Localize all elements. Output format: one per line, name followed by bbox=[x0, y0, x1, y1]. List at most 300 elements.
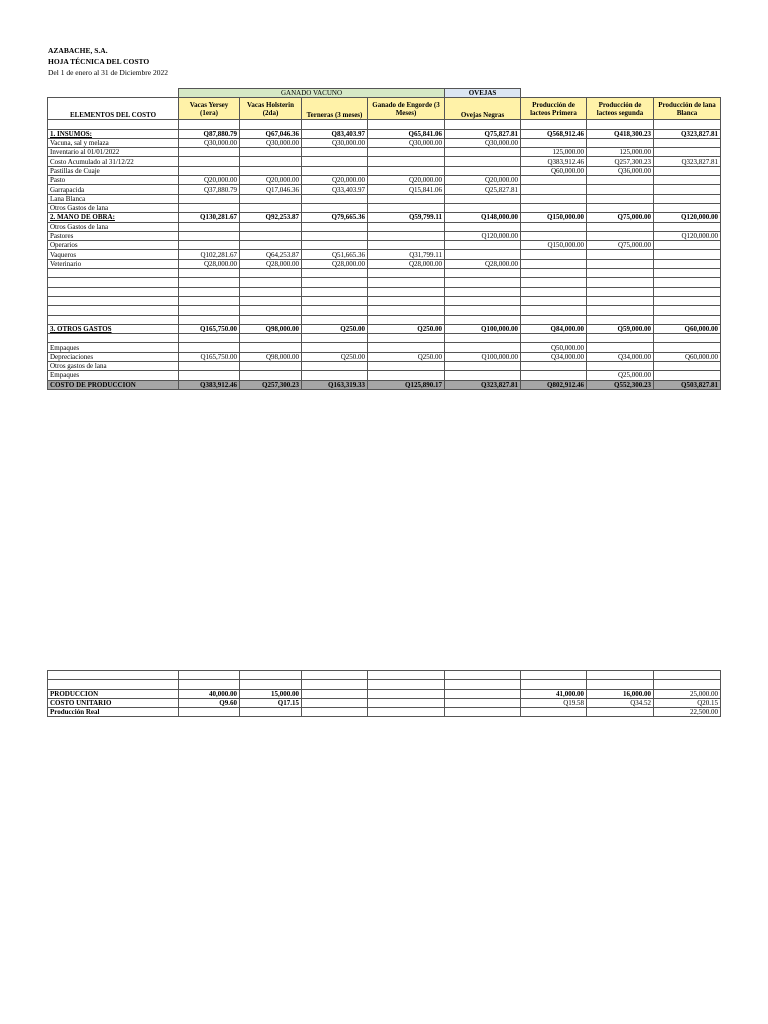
cell-value: Q120,000.00 bbox=[654, 231, 721, 240]
cell-value bbox=[179, 269, 240, 278]
cell-value bbox=[445, 315, 521, 324]
cell-value bbox=[587, 315, 654, 324]
cost-row bbox=[48, 287, 721, 296]
cell-value: Q28,000.00 bbox=[240, 259, 302, 268]
cell-value bbox=[445, 278, 521, 287]
cell-value bbox=[587, 334, 654, 343]
cell-value bbox=[368, 689, 445, 698]
cell-value: Q30,000.00 bbox=[179, 138, 240, 147]
cell-value: Q25,000.00 bbox=[587, 371, 654, 380]
cell-value bbox=[179, 157, 240, 166]
cell-value bbox=[587, 362, 654, 371]
cell-value bbox=[445, 203, 521, 212]
cost-row bbox=[48, 241, 721, 250]
cost-row bbox=[48, 194, 721, 203]
cell-value bbox=[445, 287, 521, 296]
cell-value bbox=[240, 334, 302, 343]
cell-value bbox=[240, 371, 302, 380]
cell-value bbox=[654, 287, 721, 296]
row-label: Pastillas de Cuaje bbox=[48, 166, 179, 175]
col-header-elements: ELEMENTOS DEL COSTO bbox=[48, 98, 179, 120]
cell-value bbox=[445, 241, 521, 250]
cell-value: Q87,880.79 bbox=[179, 129, 240, 138]
cell-value: Q30,000.00 bbox=[240, 138, 302, 147]
cell-value bbox=[179, 231, 240, 240]
cost-row bbox=[48, 138, 721, 147]
cell-value bbox=[587, 203, 654, 212]
cell-value bbox=[368, 708, 445, 717]
cell-value: Q148,000.00 bbox=[445, 213, 521, 222]
row-label: Inventario al 01/01/2022 bbox=[48, 148, 179, 157]
cell-value bbox=[179, 708, 240, 717]
cost-row bbox=[48, 250, 721, 259]
cell-value: Q130,281.67 bbox=[179, 213, 240, 222]
cell-value: Q250.00 bbox=[302, 352, 368, 361]
row-label: Otros Gastos de lana bbox=[48, 203, 179, 212]
cell-value bbox=[302, 698, 368, 707]
cell-value bbox=[302, 222, 368, 231]
row-label bbox=[48, 296, 179, 305]
row-label bbox=[48, 680, 179, 689]
cost-row bbox=[48, 157, 721, 166]
cell-value bbox=[179, 671, 240, 680]
group-ganado-vacuno: GANADO VACUNO bbox=[179, 89, 445, 98]
cell-value bbox=[302, 166, 368, 175]
cell-value bbox=[587, 278, 654, 287]
cell-value bbox=[368, 194, 445, 203]
cell-value bbox=[179, 148, 240, 157]
production-row bbox=[48, 671, 721, 680]
cell-value: Q250.00 bbox=[368, 352, 445, 361]
cell-value bbox=[368, 222, 445, 231]
cell-value bbox=[521, 203, 587, 212]
cell-value bbox=[445, 222, 521, 231]
row-label: Depreciaciones bbox=[48, 352, 179, 361]
cost-sheet-table bbox=[47, 88, 721, 390]
row-label: Garrapacida bbox=[48, 185, 179, 194]
cost-row bbox=[48, 259, 721, 268]
cost-row bbox=[48, 176, 721, 185]
row-label bbox=[48, 315, 179, 324]
cell-value bbox=[240, 157, 302, 166]
cell-value: Q257,300.23 bbox=[240, 380, 302, 389]
row-label: 1. INSUMOS: bbox=[48, 129, 179, 138]
cell-value bbox=[240, 120, 302, 129]
row-label: Operarios bbox=[48, 241, 179, 250]
cell-value: Q17,046.36 bbox=[240, 185, 302, 194]
cell-value: Q568,912.46 bbox=[521, 129, 587, 138]
cell-value bbox=[654, 315, 721, 324]
row-label bbox=[48, 269, 179, 278]
cost-row bbox=[48, 371, 721, 380]
row-label: Vacuna, sal y melaza bbox=[48, 138, 179, 147]
cell-value bbox=[654, 176, 721, 185]
cell-value bbox=[179, 222, 240, 231]
cell-value bbox=[368, 334, 445, 343]
cell-value bbox=[445, 689, 521, 698]
row-label: COSTO DE PRODUCCION bbox=[48, 380, 179, 389]
cell-value bbox=[587, 120, 654, 129]
cell-value bbox=[445, 120, 521, 129]
cell-value bbox=[368, 315, 445, 324]
row-label bbox=[48, 287, 179, 296]
cell-value bbox=[179, 362, 240, 371]
cell-value: Q552,300.23 bbox=[587, 380, 654, 389]
col-header-vacas-yersey: Vacas Yersey (1era) bbox=[179, 98, 240, 120]
cost-row bbox=[48, 148, 721, 157]
cell-value: Q60,000.00 bbox=[521, 166, 587, 175]
cell-value bbox=[587, 250, 654, 259]
row-label: Empaques bbox=[48, 343, 179, 352]
cost-row bbox=[48, 222, 721, 231]
cell-value: Q50,000.00 bbox=[521, 343, 587, 352]
cell-value: Q383,912.46 bbox=[179, 380, 240, 389]
cell-value: Q65,841.06 bbox=[368, 129, 445, 138]
cell-value bbox=[302, 671, 368, 680]
cell-value bbox=[521, 259, 587, 268]
cell-value: Q20,000.00 bbox=[302, 176, 368, 185]
col-header-vacas-holsterin: Vacas Holsterin (2da) bbox=[240, 98, 302, 120]
cost-row bbox=[48, 343, 721, 352]
cell-value: Q34,000.00 bbox=[521, 352, 587, 361]
cell-value bbox=[179, 334, 240, 343]
cell-value: Q75,000.00 bbox=[587, 241, 654, 250]
cell-value: Q100,000.00 bbox=[445, 324, 521, 333]
cell-value bbox=[521, 185, 587, 194]
row-label: Producción Real bbox=[48, 708, 179, 717]
cell-value bbox=[654, 166, 721, 175]
cell-value bbox=[302, 120, 368, 129]
cost-row bbox=[48, 334, 721, 343]
cell-value bbox=[521, 334, 587, 343]
cell-value bbox=[587, 138, 654, 147]
cell-value bbox=[521, 176, 587, 185]
cell-value: 125,000.00 bbox=[521, 148, 587, 157]
cell-value: 41,000.00 bbox=[521, 689, 587, 698]
cell-value bbox=[587, 287, 654, 296]
group-ovejas: OVEJAS bbox=[445, 89, 521, 98]
cell-value: Q92,253.87 bbox=[240, 213, 302, 222]
cost-row bbox=[48, 166, 721, 175]
cell-value bbox=[587, 306, 654, 315]
cell-value bbox=[179, 680, 240, 689]
cell-value bbox=[302, 362, 368, 371]
cell-value bbox=[240, 362, 302, 371]
cell-value bbox=[179, 296, 240, 305]
cell-value bbox=[587, 269, 654, 278]
col-header-lana-blanca: Producción de lana Blanca bbox=[654, 98, 721, 120]
cell-value bbox=[302, 315, 368, 324]
cell-value bbox=[302, 689, 368, 698]
row-label: Otros gastos de lana bbox=[48, 362, 179, 371]
cell-value bbox=[302, 306, 368, 315]
cell-value bbox=[368, 371, 445, 380]
row-label: Empaques bbox=[48, 371, 179, 380]
cell-value: Q120,000.00 bbox=[445, 231, 521, 240]
cell-value bbox=[240, 222, 302, 231]
cell-value bbox=[302, 278, 368, 287]
row-label: Costo Acumulado al 31/12/22 bbox=[48, 157, 179, 166]
cell-value bbox=[654, 269, 721, 278]
row-label: Lana Blanca bbox=[48, 194, 179, 203]
cell-value bbox=[302, 343, 368, 352]
cell-value: Q250.00 bbox=[368, 324, 445, 333]
cell-value bbox=[445, 698, 521, 707]
cell-value: Q19.58 bbox=[521, 698, 587, 707]
cell-value bbox=[654, 362, 721, 371]
cell-value: Q20.15 bbox=[654, 698, 721, 707]
cell-value: 15,000.00 bbox=[240, 689, 302, 698]
cell-value bbox=[368, 269, 445, 278]
group-header-row bbox=[48, 89, 721, 98]
cell-value bbox=[302, 194, 368, 203]
col-header-lacteos-segunda: Producción de lacteos segunda bbox=[587, 98, 654, 120]
cell-value bbox=[654, 194, 721, 203]
cell-value bbox=[521, 296, 587, 305]
cell-value: Q30,000.00 bbox=[368, 138, 445, 147]
cell-value bbox=[521, 680, 587, 689]
row-label: COSTO UNITARIO bbox=[48, 698, 179, 707]
cell-value bbox=[587, 231, 654, 240]
row-label bbox=[48, 120, 179, 129]
cell-value bbox=[587, 222, 654, 231]
cell-value bbox=[302, 203, 368, 212]
row-label: PRODUCCION bbox=[48, 689, 179, 698]
cell-value: 40,000.00 bbox=[179, 689, 240, 698]
cell-value: Q28,000.00 bbox=[302, 259, 368, 268]
cell-value bbox=[654, 138, 721, 147]
cell-value bbox=[521, 362, 587, 371]
cost-row bbox=[48, 324, 721, 333]
cell-value: Q150,000.00 bbox=[521, 213, 587, 222]
cell-value bbox=[368, 120, 445, 129]
cost-row bbox=[48, 306, 721, 315]
cell-value bbox=[654, 203, 721, 212]
cost-row bbox=[48, 269, 721, 278]
cell-value: Q163,319.33 bbox=[302, 380, 368, 389]
cell-value bbox=[654, 296, 721, 305]
row-label: Vaqueros bbox=[48, 250, 179, 259]
cell-value: Q34,000.00 bbox=[587, 352, 654, 361]
cell-value bbox=[240, 269, 302, 278]
cell-value: Q84,000.00 bbox=[521, 324, 587, 333]
cell-value bbox=[654, 148, 721, 157]
cell-value bbox=[302, 296, 368, 305]
cell-value bbox=[368, 306, 445, 315]
cell-value bbox=[302, 241, 368, 250]
cost-row bbox=[48, 362, 721, 371]
cell-value bbox=[445, 334, 521, 343]
cell-value bbox=[654, 343, 721, 352]
col-header-lacteos-primera: Producción de lacteos Primera bbox=[521, 98, 587, 120]
cell-value bbox=[587, 194, 654, 203]
cell-value bbox=[445, 671, 521, 680]
cell-value bbox=[654, 241, 721, 250]
cell-value bbox=[654, 680, 721, 689]
cell-value bbox=[368, 362, 445, 371]
cell-value bbox=[587, 708, 654, 717]
cell-value: Q36,000.00 bbox=[587, 166, 654, 175]
cell-value: Q20,000.00 bbox=[368, 176, 445, 185]
cell-value bbox=[368, 698, 445, 707]
col-header-ganado-engorde: Ganado de Engorde (3 Meses) bbox=[368, 98, 445, 120]
cell-value bbox=[654, 185, 721, 194]
cell-value bbox=[521, 315, 587, 324]
document-title: HOJA TÉCNICA DEL COSTO bbox=[48, 57, 150, 66]
cell-value bbox=[521, 708, 587, 717]
cell-value bbox=[240, 241, 302, 250]
cell-value: Q102,281.67 bbox=[179, 250, 240, 259]
cell-value bbox=[445, 148, 521, 157]
row-label: 2. MANO DE OBRA: bbox=[48, 213, 179, 222]
cost-row bbox=[48, 380, 721, 389]
cell-value bbox=[240, 708, 302, 717]
cell-value bbox=[179, 120, 240, 129]
cell-value bbox=[445, 371, 521, 380]
cell-value: Q257,300.23 bbox=[587, 157, 654, 166]
cell-value bbox=[179, 343, 240, 352]
cell-value: Q125,890.17 bbox=[368, 380, 445, 389]
cell-value: Q59,799.11 bbox=[368, 213, 445, 222]
column-header-row bbox=[48, 98, 721, 120]
cell-value bbox=[240, 278, 302, 287]
cell-value: Q323,827.81 bbox=[445, 380, 521, 389]
production-row bbox=[48, 708, 721, 717]
cell-value: Q59,000.00 bbox=[587, 324, 654, 333]
cell-value bbox=[654, 278, 721, 287]
cell-value bbox=[240, 148, 302, 157]
cell-value: Q418,300.23 bbox=[587, 129, 654, 138]
cell-value: Q34.52 bbox=[587, 698, 654, 707]
cell-value: Q30,000.00 bbox=[445, 138, 521, 147]
cell-value: Q31,799.11 bbox=[368, 250, 445, 259]
cell-value bbox=[521, 306, 587, 315]
cost-row bbox=[48, 213, 721, 222]
cell-value bbox=[368, 287, 445, 296]
cell-value bbox=[368, 166, 445, 175]
cell-value: Q17.15 bbox=[240, 698, 302, 707]
cell-value bbox=[368, 203, 445, 212]
row-label bbox=[48, 278, 179, 287]
cell-value: Q9.60 bbox=[179, 698, 240, 707]
cell-value bbox=[445, 306, 521, 315]
cell-value bbox=[368, 157, 445, 166]
cell-value bbox=[587, 176, 654, 185]
cell-value bbox=[302, 269, 368, 278]
cell-value: Q37,880.79 bbox=[179, 185, 240, 194]
cell-value bbox=[179, 371, 240, 380]
cell-value bbox=[302, 157, 368, 166]
cell-value bbox=[521, 231, 587, 240]
cell-value bbox=[240, 166, 302, 175]
cell-value: Q120,000.00 bbox=[654, 213, 721, 222]
cell-value bbox=[445, 708, 521, 717]
cell-value bbox=[302, 680, 368, 689]
cell-value bbox=[368, 148, 445, 157]
col-header-ovejas-negras: Ovejas Negras bbox=[445, 98, 521, 120]
cell-value bbox=[179, 166, 240, 175]
cell-value: Q75,827.81 bbox=[445, 129, 521, 138]
cell-value: Q100,000.00 bbox=[445, 352, 521, 361]
cell-value: 125,000.00 bbox=[587, 148, 654, 157]
cell-value bbox=[302, 287, 368, 296]
cell-value bbox=[587, 259, 654, 268]
cost-row bbox=[48, 185, 721, 194]
cell-value bbox=[521, 371, 587, 380]
cell-value: Q25,827.81 bbox=[445, 185, 521, 194]
row-label: Pasto bbox=[48, 176, 179, 185]
cell-value bbox=[368, 680, 445, 689]
cell-value: Q503,827.81 bbox=[654, 380, 721, 389]
cell-value: Q33,403.97 bbox=[302, 185, 368, 194]
cell-value bbox=[368, 278, 445, 287]
row-label bbox=[48, 671, 179, 680]
cell-value: Q20,000.00 bbox=[445, 176, 521, 185]
cell-value bbox=[240, 194, 302, 203]
row-label: Pastores bbox=[48, 231, 179, 240]
production-row bbox=[48, 698, 721, 707]
cell-value bbox=[179, 306, 240, 315]
cell-value bbox=[368, 231, 445, 240]
cell-value bbox=[521, 287, 587, 296]
cell-value bbox=[521, 278, 587, 287]
cell-value: Q28,000.00 bbox=[445, 259, 521, 268]
cell-value bbox=[521, 222, 587, 231]
cell-value bbox=[445, 343, 521, 352]
cell-value bbox=[654, 120, 721, 129]
cell-value bbox=[179, 287, 240, 296]
cell-value bbox=[587, 296, 654, 305]
cell-value bbox=[521, 269, 587, 278]
cost-row bbox=[48, 120, 721, 129]
period-line: Del 1 de enero al 31 de Diciembre 2022 bbox=[48, 68, 168, 77]
cell-value: Q165,750.00 bbox=[179, 324, 240, 333]
cell-value bbox=[240, 306, 302, 315]
cell-value bbox=[240, 296, 302, 305]
cell-value: Q250.00 bbox=[302, 324, 368, 333]
row-label bbox=[48, 334, 179, 343]
cell-value bbox=[302, 371, 368, 380]
cell-value bbox=[445, 680, 521, 689]
document-header bbox=[48, 45, 168, 78]
cell-value bbox=[179, 315, 240, 324]
cell-value bbox=[302, 148, 368, 157]
cell-value bbox=[521, 250, 587, 259]
cell-value: Q28,000.00 bbox=[179, 259, 240, 268]
cell-value: Q165,750.00 bbox=[179, 352, 240, 361]
cell-value bbox=[240, 203, 302, 212]
cell-value bbox=[445, 362, 521, 371]
cell-value: Q51,665.36 bbox=[302, 250, 368, 259]
cell-value: Q20,000.00 bbox=[240, 176, 302, 185]
cost-row bbox=[48, 315, 721, 324]
cell-value bbox=[179, 278, 240, 287]
cell-value bbox=[521, 138, 587, 147]
cell-value: Q15,841.06 bbox=[368, 185, 445, 194]
cell-value bbox=[179, 241, 240, 250]
cell-value bbox=[240, 287, 302, 296]
cell-value bbox=[587, 680, 654, 689]
cell-value bbox=[240, 343, 302, 352]
cell-value bbox=[654, 250, 721, 259]
cell-value bbox=[654, 334, 721, 343]
production-row bbox=[48, 689, 721, 698]
cell-value: Q60,000.00 bbox=[654, 324, 721, 333]
cost-row bbox=[48, 129, 721, 138]
cell-value: Q323,827.81 bbox=[654, 157, 721, 166]
cell-value bbox=[521, 120, 587, 129]
cell-value: Q60,000.00 bbox=[654, 352, 721, 361]
